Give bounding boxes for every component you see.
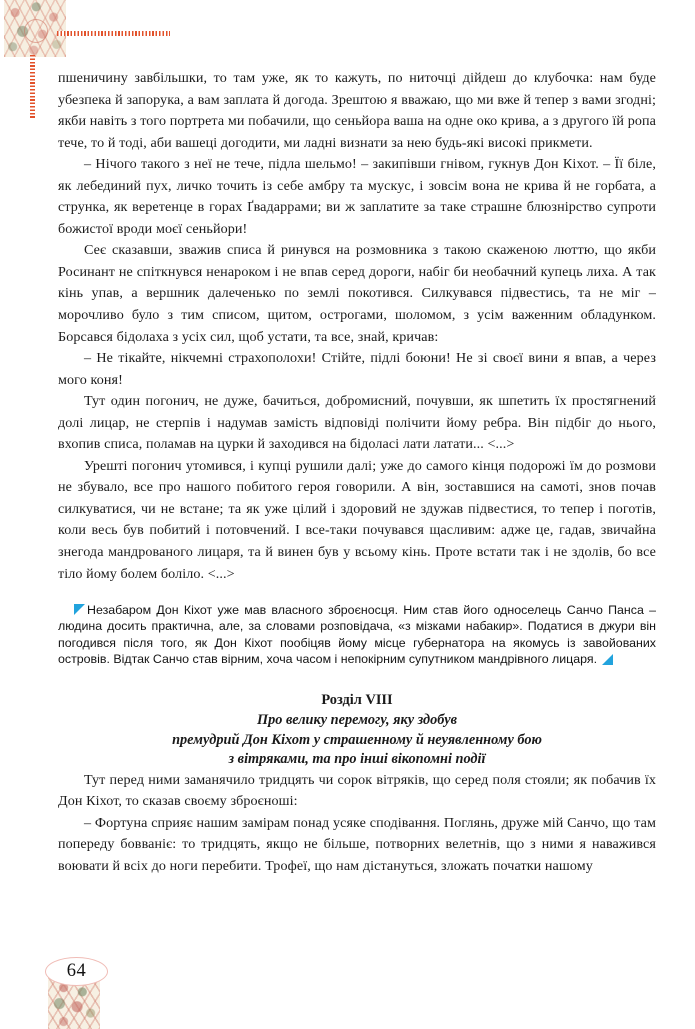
chapter-number: Розділ VIII (321, 692, 393, 709)
page-number: 64 (45, 957, 108, 986)
body-paragraph: Тут перед ними заманячило тридцять чи сорок вітряків, що серед поля стояли; як побачив їх Дон Кіхот, то сказав своєму зброєноші: (58, 771, 656, 810)
body-paragraph: – Фортуна сприяє нашим замірам понад усяке сподівання. Поглянь, друже мій Санчо, що там попереду бовваніє: то тридцять, якщо не більше, потворних велетнів, що з ними я наважився воювати й всіх до ноги перебити. Трофеї, що нам дістануться, зложать початки нашому (58, 814, 656, 874)
chapter-title-line: Про велику перемогу, яку здобув (257, 712, 457, 729)
blue-triangle-start-icon (74, 604, 85, 615)
note-text: Незабаром Дон Кіхот уже мав власного зброєносця. Ним став його односелець Санчо Панса – людина досить практична, але, за словами розповідача, «з мізками набакир». Податися в джури він погодився після того, як Дон Кіхот пообіцяв йому місце губернатора на якомусь із завойованих островів. Відтак Санчо став вірним, хоча часом і непокірним супутником мандрівного лицаря. (58, 603, 656, 667)
body-paragraph: – Не тікайте, нікчемні страхополохи! Стійте, підлі боюни! Не зі своєї вини я впав, а через мого коня! (58, 350, 656, 388)
chapter-heading (58, 691, 656, 769)
body-paragraph: Тут один погонич, не дуже, бачиться, добромисний, почувши, як шпетить їх простягнений долі лицар, не стерпів і надумав замість відповіді полічити йому ребра. Він підбіг до нього, вхопив списа, поламав на цурки й заходився на бідоласі лати латати... <...> (58, 393, 656, 453)
body-paragraph: пшеничину завбільшки, то там уже, як то кажуть, по ниточці дійдеш до клубочка: нам буде убезпека й запорука, а вам заплата й догода. Зрештою я вважаю, що ми вже й тепер з вами згодні; якби навіть з того портрета ми побачили, що сеньйора ваша на одне око крива, а з другого їй ропа тече, то й тоді, аби вашеці догодити, ми ладні визнати за нею будь-які високі прикмети. (58, 70, 656, 151)
dashed-rule-horizontal (57, 31, 170, 36)
note-paragraph (58, 602, 656, 667)
chapter-title-line: премудрий Дон Кіхот у страшенному й неуявленному бою (172, 731, 542, 748)
floral-corner-ornament (4, 0, 66, 57)
blue-triangle-end-icon (602, 654, 613, 665)
body-paragraph: – Нічого такого з неї не тече, підла шельмо! – закипівши гнівом, гукнув Дон Кіхот. – Її біле, як лебединий пух, личко точить із себе амбру та мускус, і зовсім вона не крива й не горбата, а струнка, як веретенце в горах Ґвадаррами; ви ж заплатите за таке страшне блюзнірство супроти божистої вроди моєї сеньйори! (58, 156, 656, 237)
body-paragraph: Урешті погонич утомився, і купці рушили далі; уже до самого кінця подорожі їм до розмови не збувало, все про нашого побитого героя говорили. А він, зоставшися на самоті, знов почав силкуватися, чи не встане; та як уже цілий і здоровий не здужав підвестися, то тепер і поготів, коли весь був побитий і потовчений. І все-таки почувався щасливим: адже це, гадав, звичайна знегода мандрованого лицаря, та й винен був у всьому кінь. Проте встати так і не здолів, бо все тіло йому болем боліло. <...> (58, 457, 656, 582)
dashed-rule-vertical (30, 55, 35, 119)
page-content (58, 68, 656, 877)
note-block (58, 602, 656, 667)
chapter-title (58, 711, 656, 769)
chapter-title-line: з вітряками, та про інші вікопомні події (228, 751, 486, 768)
body-paragraph: Сеє сказавши, зважив списа й ринувся на розмовника з такою скаженою люттю, що якби Росинант не спіткнувся ненароком і не впав серед дороги, набіг би необачний купець лиха. А так кінь упав, а вершник далеченько по землі покотився. Силкувався підвестись, та не міг – морочливо було з тим списом, щитом, острогами, шоломом, з усім важенним обладунком. Борсався бідолаха з усіх сил, щоб устати, та все, знай, кричав: (58, 242, 656, 345)
